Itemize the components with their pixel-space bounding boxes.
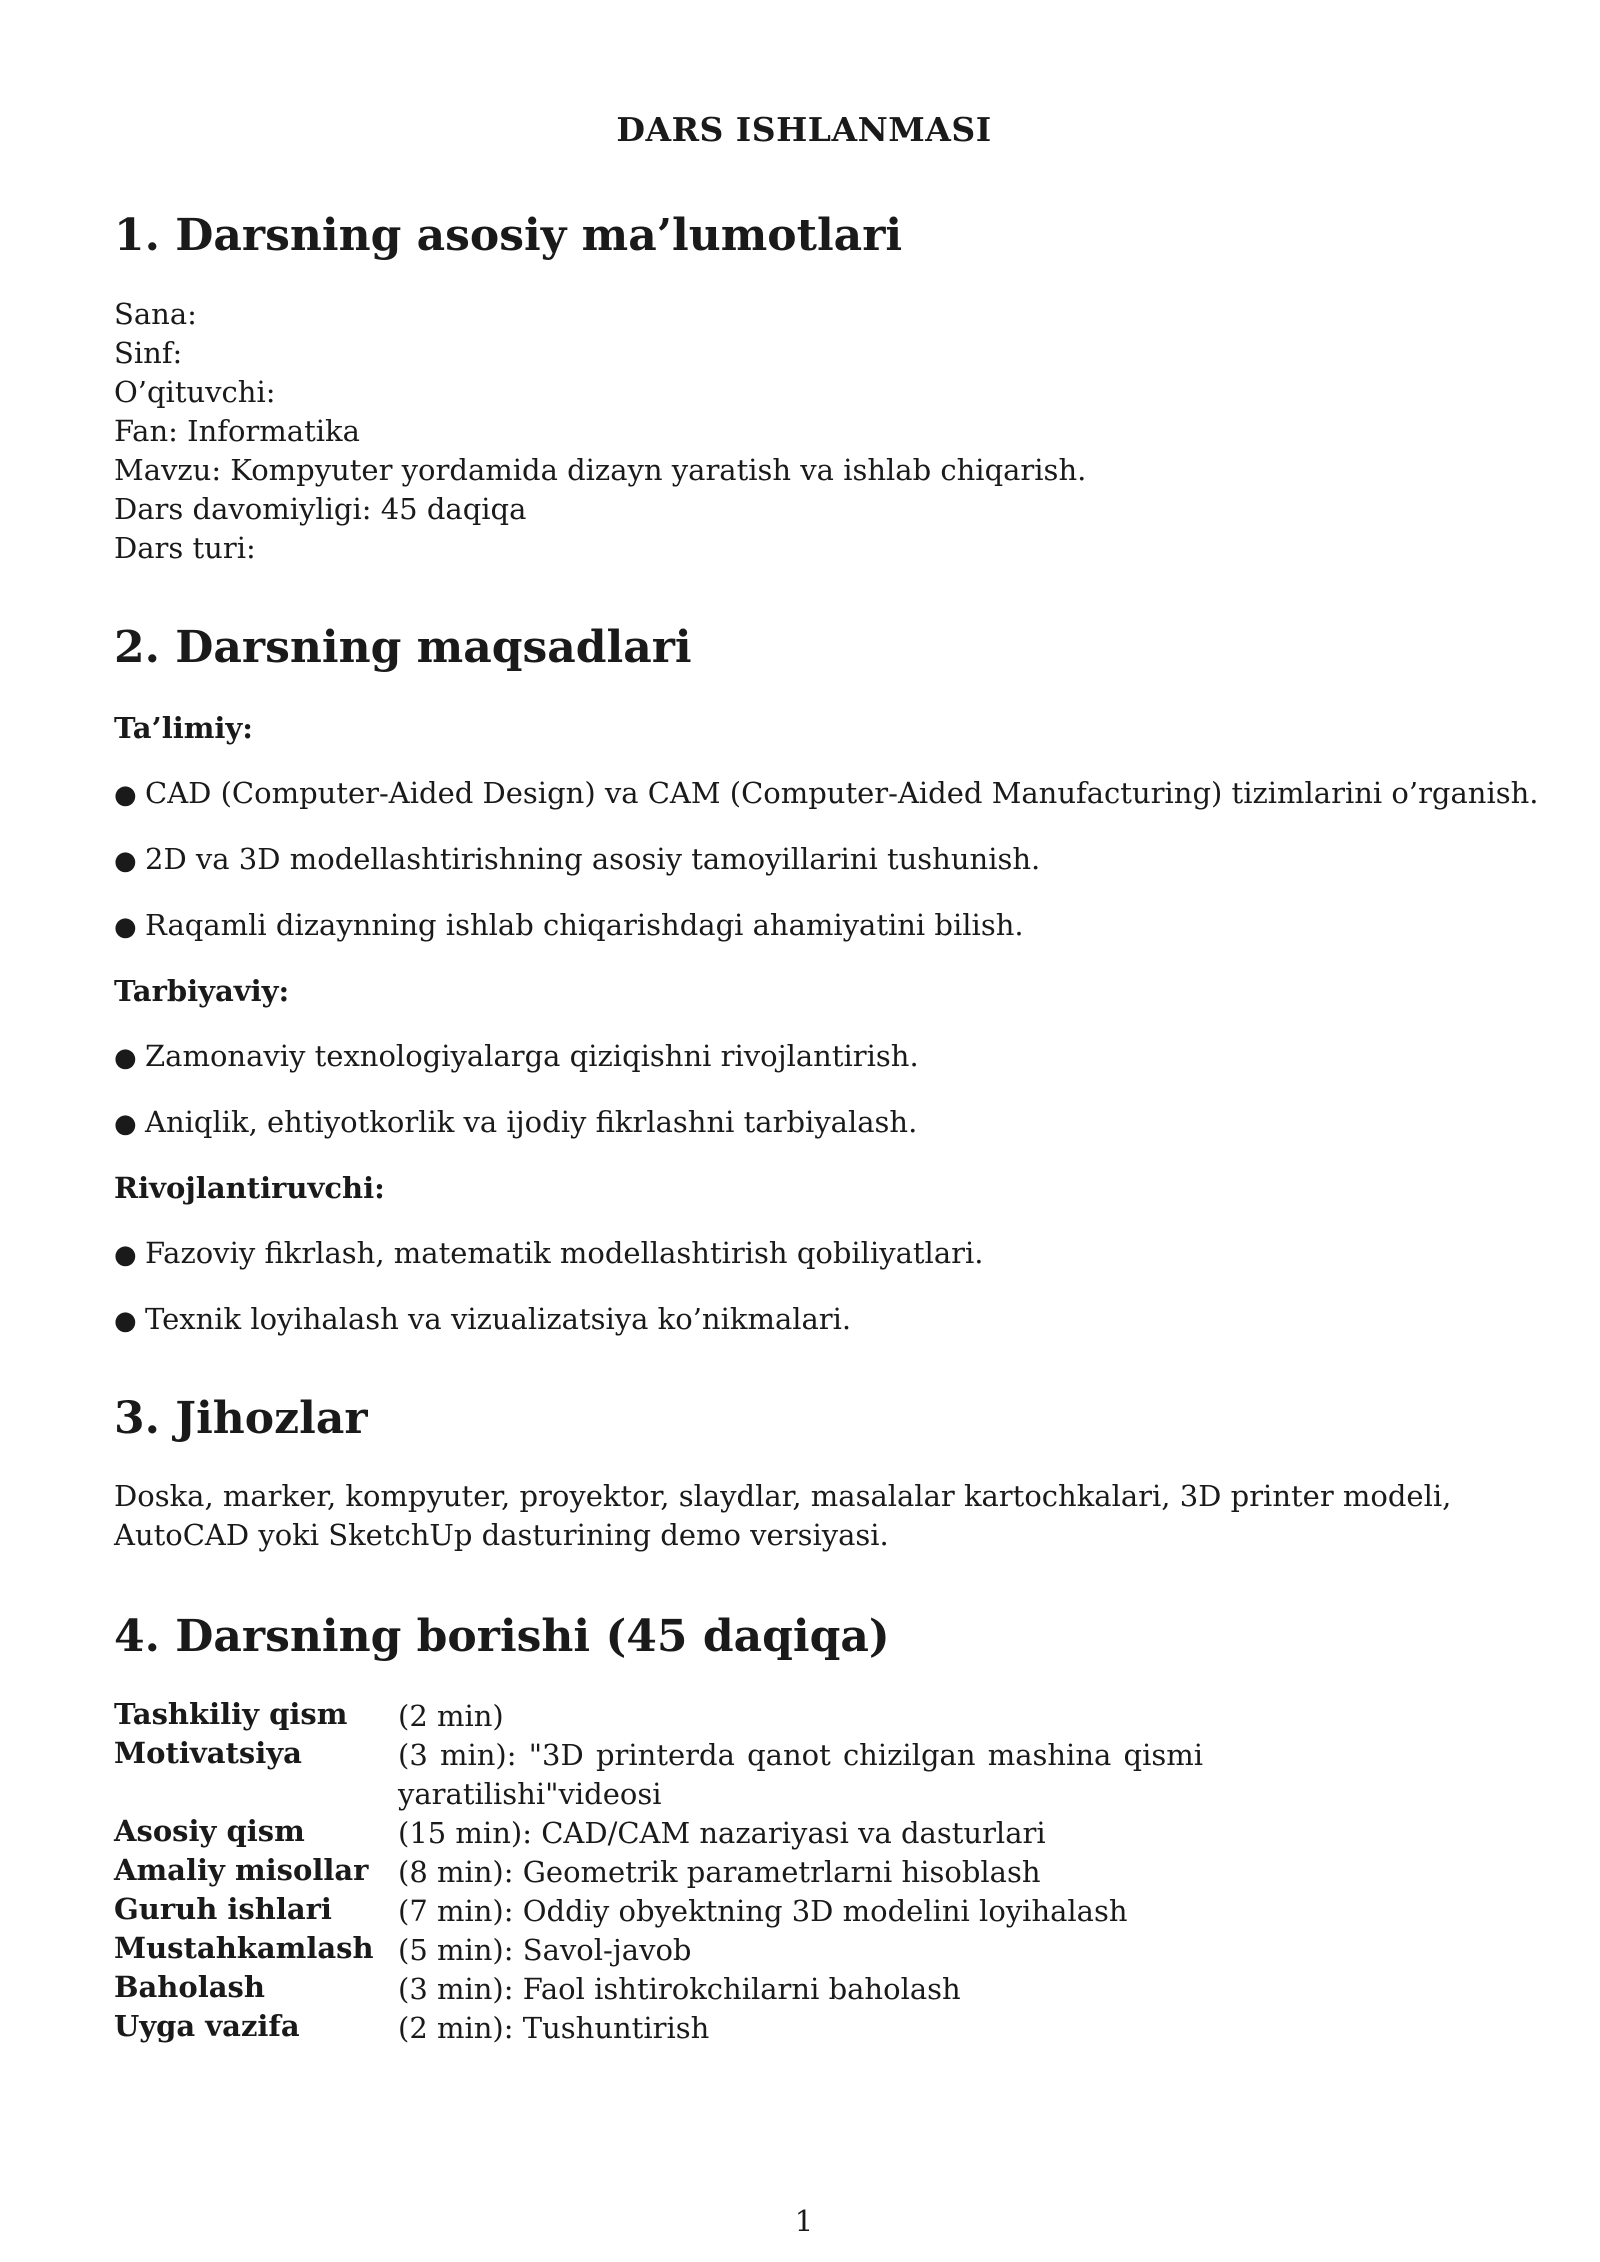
list-item bbox=[114, 842, 1040, 876]
plan-stage-desc: (3 min): Faol ishtirokchilarni baholash bbox=[398, 1972, 961, 2006]
plan-stage-desc: (15 min): CAD/CAM nazariyasi va dasturlari bbox=[398, 1816, 1046, 1850]
plan-stage-desc: (8 min): Geometrik parametrlarni hisoblash bbox=[398, 1855, 1041, 1889]
plan-stage-label: Motivatsiya bbox=[114, 1736, 302, 1770]
section-heading-plan: 4. Darsning borishi (45 daqiqa) bbox=[114, 1611, 890, 1662]
plan-stage-label: Mustahkamlash bbox=[114, 1931, 374, 1965]
list-item-text: Texnik loyihalash va vizualizatsiya ko’nikmalari. bbox=[145, 1302, 852, 1336]
list-item-text: Fazoviy fikrlash, matematik modellashtirish qobiliyatlari. bbox=[145, 1236, 984, 1270]
plan-stage-label: Asosiy qism bbox=[114, 1814, 305, 1848]
info-line-date: Sana: bbox=[114, 297, 197, 331]
plan-stage-label: Uyga vazifa bbox=[114, 2009, 300, 2043]
section-heading-goals: 2. Darsning maqsadlari bbox=[114, 622, 692, 673]
list-item-text: 2D va 3D modellashtirishning asosiy tamoyillarini tushunish. bbox=[145, 842, 1041, 876]
info-line-teacher: O’qituvchi: bbox=[114, 375, 276, 409]
info-line-lesson-type: Dars turi: bbox=[114, 531, 256, 565]
goal-group-title-upbringing: Tarbiyaviy: bbox=[114, 974, 290, 1008]
bullet-icon: ● bbox=[114, 846, 137, 876]
plan-stage-label: Tashkiliy qism bbox=[114, 1697, 348, 1731]
bullet-icon: ● bbox=[114, 1306, 137, 1336]
bullet-icon: ● bbox=[114, 912, 137, 942]
info-line-topic: Mavzu: Kompyuter yordamida dizayn yaratish va ishlab chiqarish. bbox=[114, 453, 1087, 487]
bullet-icon: ● bbox=[114, 1109, 137, 1139]
plan-stage-label: Baholash bbox=[114, 1970, 265, 2004]
document-title: DARS ISHLANMASI bbox=[616, 110, 992, 149]
list-item-text: Zamonaviy texnologiyalarga qiziqishni rivojlantirish. bbox=[145, 1039, 919, 1073]
plan-stage-label: Amaliy misollar bbox=[114, 1853, 369, 1887]
section-heading-equipment: 3. Jihozlar bbox=[114, 1393, 368, 1444]
list-item bbox=[114, 1105, 917, 1139]
list-item bbox=[114, 776, 1539, 810]
goal-group-title-developmental: Rivojlantiruvchi: bbox=[114, 1171, 385, 1205]
info-line-subject: Fan: Informatika bbox=[114, 414, 360, 448]
bullet-icon: ● bbox=[114, 1043, 137, 1073]
bullet-icon: ● bbox=[114, 1240, 137, 1270]
list-item bbox=[114, 1302, 851, 1336]
list-item-text: CAD (Computer-Aided Design) va CAM (Computer-Aided Manufacturing) tizimlarini o’rganish. bbox=[145, 776, 1539, 810]
info-line-duration: Dars davomiyligi: 45 daqiqa bbox=[114, 492, 527, 526]
equipment-paragraph: Doska, marker, kompyuter, proyektor, slaydlar, masalalar kartochkalari, 3D printer modeli, AutoCAD yoki SketchUp dasturining demo versiyasi. bbox=[114, 1479, 1452, 1552]
list-item bbox=[114, 1039, 919, 1073]
plan-stage-label: Guruh ishlari bbox=[114, 1892, 332, 1926]
plan-stage-desc: (2 min): Tushuntirish bbox=[398, 2011, 710, 2045]
plan-stage-desc: (3 min): "3D printerda qanot chizilgan mashina qismi yaratilishi"videosi bbox=[398, 1738, 1203, 1811]
list-item bbox=[114, 1236, 983, 1270]
goal-group-title-educational: Ta’limiy: bbox=[114, 711, 253, 745]
plan-stage-desc: (7 min): Oddiy obyektning 3D modelini loyihalash bbox=[398, 1894, 1128, 1928]
bullet-icon: ● bbox=[114, 780, 137, 810]
section-heading-basic-info: 1. Darsning asosiy ma’lumotlari bbox=[114, 210, 903, 261]
list-item bbox=[114, 908, 1024, 942]
plan-stage-desc: (5 min): Savol-javob bbox=[398, 1933, 692, 1967]
page-number: 1 bbox=[794, 2204, 814, 2238]
info-line-class: Sinf: bbox=[114, 336, 183, 370]
list-item-text: Raqamli dizaynning ishlab chiqarishdagi ahamiyatini bilish. bbox=[145, 908, 1024, 942]
plan-stage-desc: (2 min) bbox=[398, 1699, 504, 1733]
list-item-text: Aniqlik, ehtiyotkorlik va ijodiy fikrlashni tarbiyalash. bbox=[145, 1105, 918, 1139]
